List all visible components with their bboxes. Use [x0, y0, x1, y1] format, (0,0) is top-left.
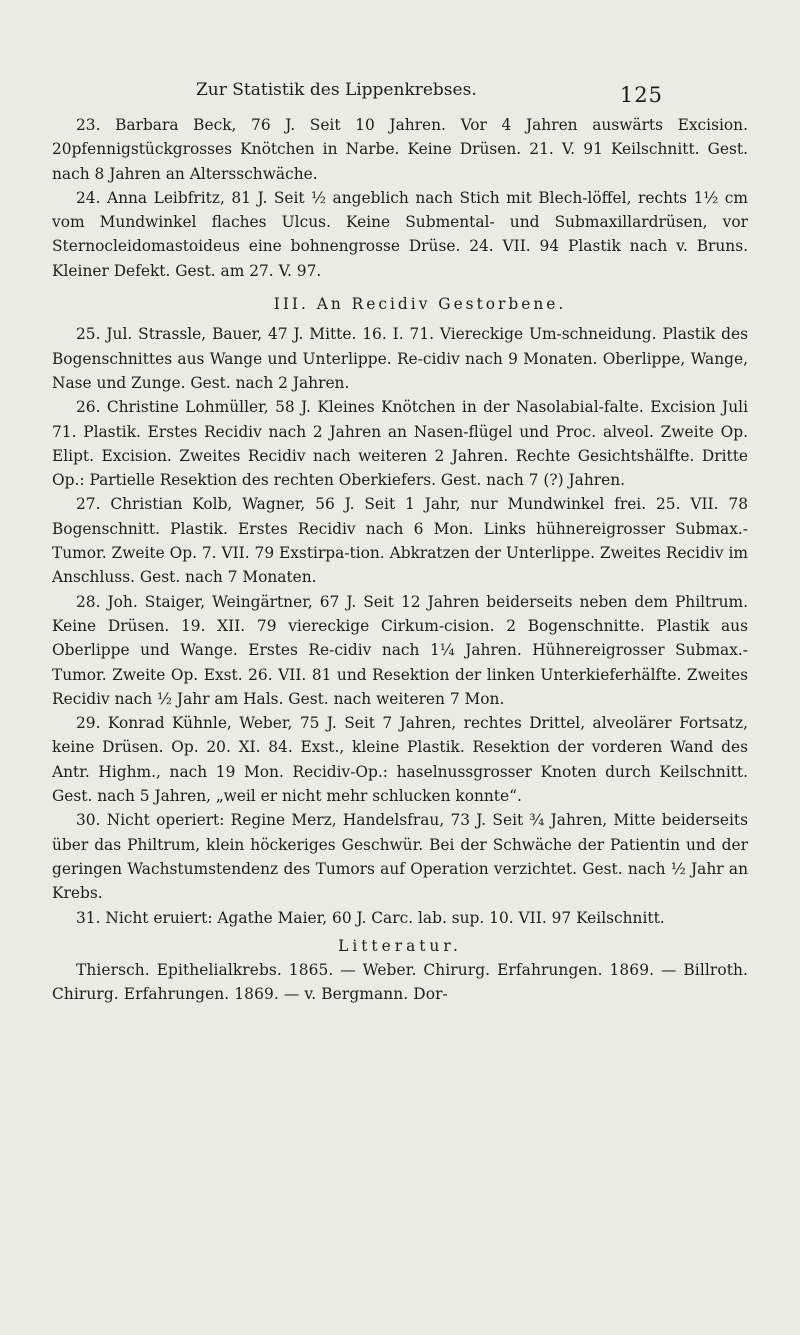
section-heading: III. An Recidiv Gestorbene. [273, 295, 567, 314]
case-entry-30: 30. Nicht operiert: Regine Merz, Handelsfrau, 73 J. Seit ¾ Jahren, Mitte beiderseits über das Philtrum, klein höckeriges Geschwür. Bei der Schwäche der Patientin und der geringen Wachstumstendenz des Tumors auf Operation verzichtet. Gest. nach ½ Jahr an Krebs. [52, 811, 748, 903]
literature-text: Thiersch. Epithelialkrebs. 1865. — Weber. Chirurg. Erfahrungen. 1869. — Billroth. Chirurg. Erfahrungen. 1869. — v. Bergmann. Dor- [52, 961, 748, 1004]
page-number: 125 [619, 83, 663, 107]
case-entry-25: 25. Jul. Strassle, Bauer, 47 J. Mitte. 16. I. 71. Viereckige Um-schneidung. Plastik des Bogenschnittes aus Wange und Unterlippe. Re-cidiv nach 9 Monaten. Oberlippe, Wange, Nase und Zunge. Gest. nach 2 Jahren. [52, 325, 748, 392]
case-entry-28: 28. Joh. Staiger, Weingärtner, 67 J. Seit 12 Jahren beiderseits neben dem Philtrum. Keine Drüsen. 19. XII. 79 viereckige Cirkum-cision. 2 Bogenschnitte. Plastik aus Oberlippe und Wange. Erstes Re-cidiv nach 1¼ Jahren. Hühnereigrosser Submax.-Tumor. Zweite Op. Exst. 26. VII. 81 und Resektion der linken Unterkieferhälfte. Zweites Recidiv nach ½ Jahr am Hals. Gest. nach weiteren 7 Mon. [52, 592, 748, 708]
literature-heading: Litteratur. [338, 936, 462, 955]
case-entry-26: 26. Christine Lohmüller, 58 J. Kleines Knötchen in der Nasolabial-falte. Excision Juli 71. Plastik. Erstes Recidiv nach 2 Jahren an Nasen-flügel und Proc. alveol. Zweite Op. Elipt. Excision. Zweites Recidiv nach weiteren 2 Jahren. Rechte Gesichtshälfte. Dritte Op.: Partielle Resektion des rechten Oberkiefers. Gest. nach 7 (?) Jahren. [52, 398, 748, 490]
running-title: Zur Statistik des Lippenkrebses. [196, 80, 477, 100]
case-entry-29: 29. Konrad Kühnle, Weber, 75 J. Seit 7 Jahren, rechtes Drittel, alveolärer Fortsatz, keine Drüsen. Op. 20. XI. 84. Exst., kleine Plastik. Resektion der vorderen Wand des Antr. Highm., nach 19 Mon. Recidiv-Op.: haselnussgrosser Knoten durch Keilschnitt. Gest. nach 5 Jahren, „weil er nicht mehr schlucken konnte“. [52, 714, 748, 806]
case-entry-31: 31. Nicht eruiert: Agathe Maier, 60 J. Carc. lab. sup. 10. VII. 97 Keilschnitt. [76, 908, 665, 927]
page-body [52, 113, 748, 1007]
case-entry-27: 27. Christian Kolb, Wagner, 56 J. Seit 1 Jahr, nur Mundwinkel frei. 25. VII. 78 Bogenschnitt. Plastik. Erstes Recidiv nach 6 Mon. Links hühnereigrosser Submax.-Tumor. Zweite Op. 7. VII. 79 Exstirpa-tion. Abkratzen der Unterlippe. Zweites Recidiv im Anschluss. Gest. nach 7 Monaten. [52, 495, 748, 587]
case-entry-23: 23. Barbara Beck, 76 J. Seit 10 Jahren. Vor 4 Jahren auswärts Excision. 20pfennigstückgrosses Knötchen in Narbe. Keine Drüsen. 21. V. 91 Keilschnitt. Gest. nach 8 Jahren an Altersschwäche. [52, 116, 748, 183]
case-entry-24: 24. Anna Leibfritz, 81 J. Seit ½ angeblich nach Stich mit Blech-löffel, rechts 1½ cm vom Mundwinkel flaches Ulcus. Keine Submental- und Submaxillardrüsen, vor Sternocleidomastoideus eine bohnengrosse Drüse. 24. VII. 94 Plastik nach v. Bruns. Kleiner Defekt. Gest. am 27. V. 97. [52, 188, 748, 280]
